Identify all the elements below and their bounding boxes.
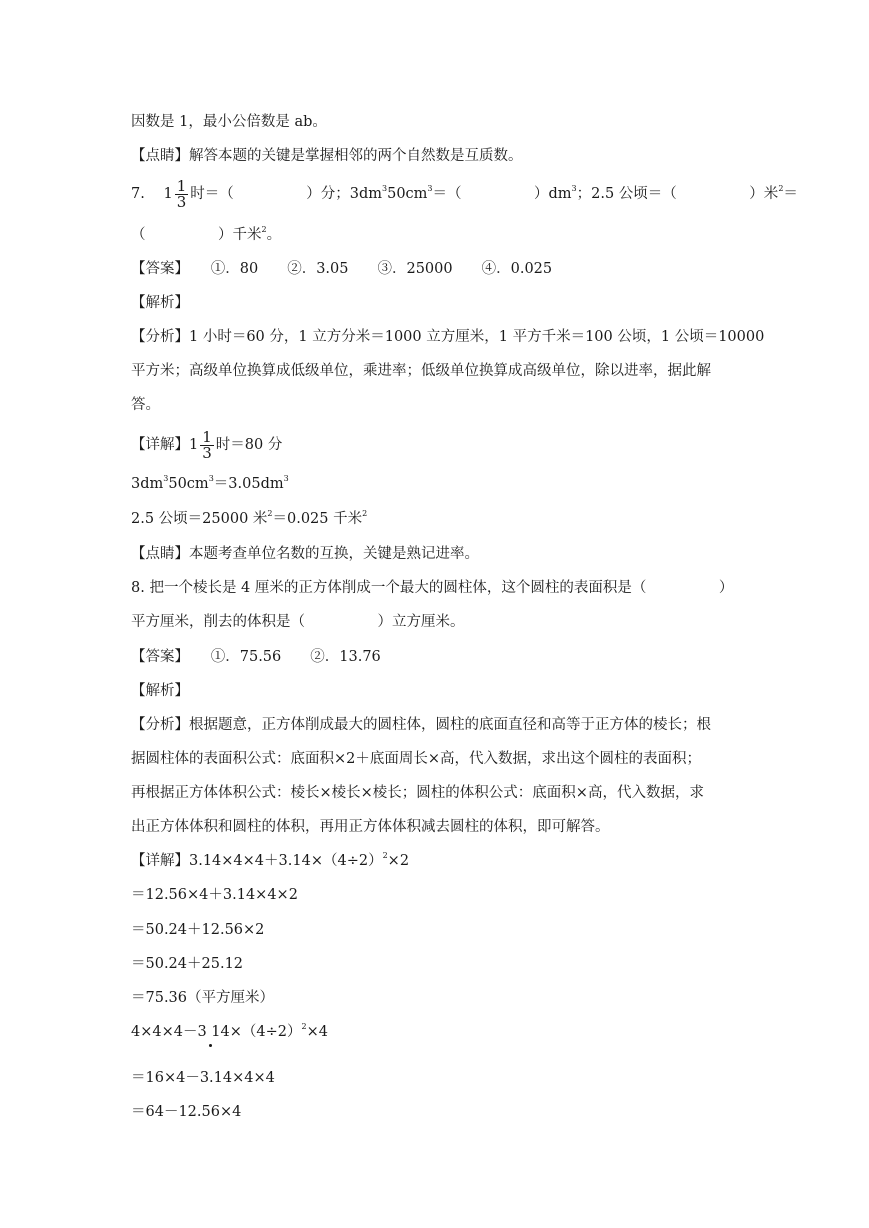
- text-line: 因数是 1，最小公倍数是 ab。: [131, 114, 327, 130]
- question-number: 7.: [131, 186, 145, 202]
- superscript: 2: [261, 225, 267, 234]
- question-8-continued: 平方厘米，削去的体积是（ ）立方厘米。: [131, 614, 465, 630]
- analysis-line: 出正方体体积和圆柱的体积，再用正方体体积减去圆柱的体积，即可解答。: [131, 819, 610, 835]
- superscript: 2: [301, 1022, 307, 1031]
- superscript: 3: [382, 184, 388, 193]
- text-run: 4×4×4－3 14×（4÷2）: [131, 1024, 302, 1040]
- fraction-numerator: 1: [176, 176, 187, 195]
- stray-dot-mark: [209, 1044, 212, 1047]
- question-7-continued: [131, 225, 281, 245]
- question-7-line: [131, 174, 798, 214]
- fraction-numerator: 1: [202, 427, 212, 446]
- superscript: 2: [382, 851, 388, 860]
- calc-step: ＝50.24＋12.56×2: [131, 922, 265, 938]
- question-8-line: 8. 把一个棱长是 4 厘米的正方体削成一个最大的圆柱体，这个圆柱的表面积是（ ）: [131, 580, 734, 596]
- remark-line: 【点睛】本题考查单位名数的互换，关键是熟记进率。: [131, 546, 479, 562]
- text-run: ＝3.05dm: [213, 476, 284, 492]
- analysis-line: 据圆柱体的表面积公式：底面积×2＋底面周长×高，代入数据，求出这个圆柱的表面积；: [131, 751, 702, 767]
- text-run: 50cm: [168, 476, 209, 492]
- calc-step: ＝75.36（平方厘米）: [131, 990, 275, 1006]
- text-run: ；2.5 公顷＝（ ）米: [576, 186, 779, 202]
- analysis-heading: 【解析】: [131, 683, 189, 699]
- text-run: 2.5 公顷＝25000 米: [131, 511, 268, 527]
- fraction-denominator: 3: [176, 192, 187, 211]
- fraction-denominator: 3: [202, 443, 212, 462]
- analysis-line: 【分析】1 小时＝60 分，1 立方分米＝1000 立方厘米，1 平方千米＝100 公顷，1 公顷＝10000: [131, 329, 765, 345]
- text-run: ＝0.025 千米: [272, 511, 363, 527]
- text-run: ×4: [306, 1024, 328, 1040]
- analysis-line: 平方米；高级单位换算成低级单位，乘进率；低级单位换算成高级单位，除以进率，据此解: [131, 363, 711, 379]
- analysis-line: 再根据正方体体积公式：棱长×棱长×棱长；圆柱的体积公式：底面积×高，代入数据，求: [131, 785, 704, 801]
- fraction: [175, 176, 189, 211]
- calc-step: ＝64－12.56×4: [131, 1104, 242, 1120]
- superscript: 3: [208, 474, 214, 483]
- superscript: 3: [427, 184, 433, 193]
- text-run: 【详解】1: [131, 437, 199, 453]
- superscript: 2: [362, 509, 368, 518]
- text-run: 3dm: [131, 476, 164, 492]
- superscript: 3: [163, 474, 169, 483]
- analysis-line: 【分析】根据题意，正方体削成最大的圆柱体，圆柱的底面直径和高等于正方体的棱长；根: [131, 717, 711, 733]
- superscript: 2: [778, 184, 784, 193]
- text-run: 时＝（ ）分；3dm: [190, 186, 382, 202]
- calc-step: ＝50.24＋25.12: [131, 956, 244, 972]
- text-run: ＝: [783, 186, 798, 202]
- analysis-line: 答。: [131, 397, 160, 413]
- detail-line: [131, 509, 367, 529]
- text-run: （ ）千米: [131, 227, 262, 243]
- superscript: 3: [571, 184, 577, 193]
- answer-line: 【答案】 ①．80 ②．3.05 ③．25000 ④．0.025: [131, 261, 553, 277]
- detail-line: [131, 425, 282, 465]
- analysis-heading: 【解析】: [131, 295, 189, 311]
- detail-line: [131, 851, 409, 871]
- text-run: ×2: [387, 853, 410, 869]
- superscript: 3: [283, 474, 289, 483]
- calc-step: [131, 1022, 328, 1042]
- text-run: 时＝80 分: [215, 437, 283, 453]
- calc-step: ＝12.56×4＋3.14×4×2: [131, 887, 298, 903]
- fraction: [200, 427, 214, 462]
- answer-line: 【答案】 ①．75.56 ②．13.76: [131, 649, 381, 665]
- text-run: 50cm: [387, 186, 428, 202]
- calc-step: ＝16×4－3.14×4×4: [131, 1070, 275, 1086]
- remark-line: 【点睛】解答本题的关键是掌握相邻的两个自然数是互质数。: [131, 148, 523, 164]
- superscript: 2: [267, 509, 273, 518]
- text-run: 。: [266, 227, 282, 243]
- mixed-whole: 1: [163, 186, 173, 202]
- detail-line: [131, 474, 289, 494]
- text-run: ＝（ ）dm: [432, 186, 572, 202]
- text-run: 【详解】3.14×4×4＋3.14×（4÷2）: [131, 853, 383, 869]
